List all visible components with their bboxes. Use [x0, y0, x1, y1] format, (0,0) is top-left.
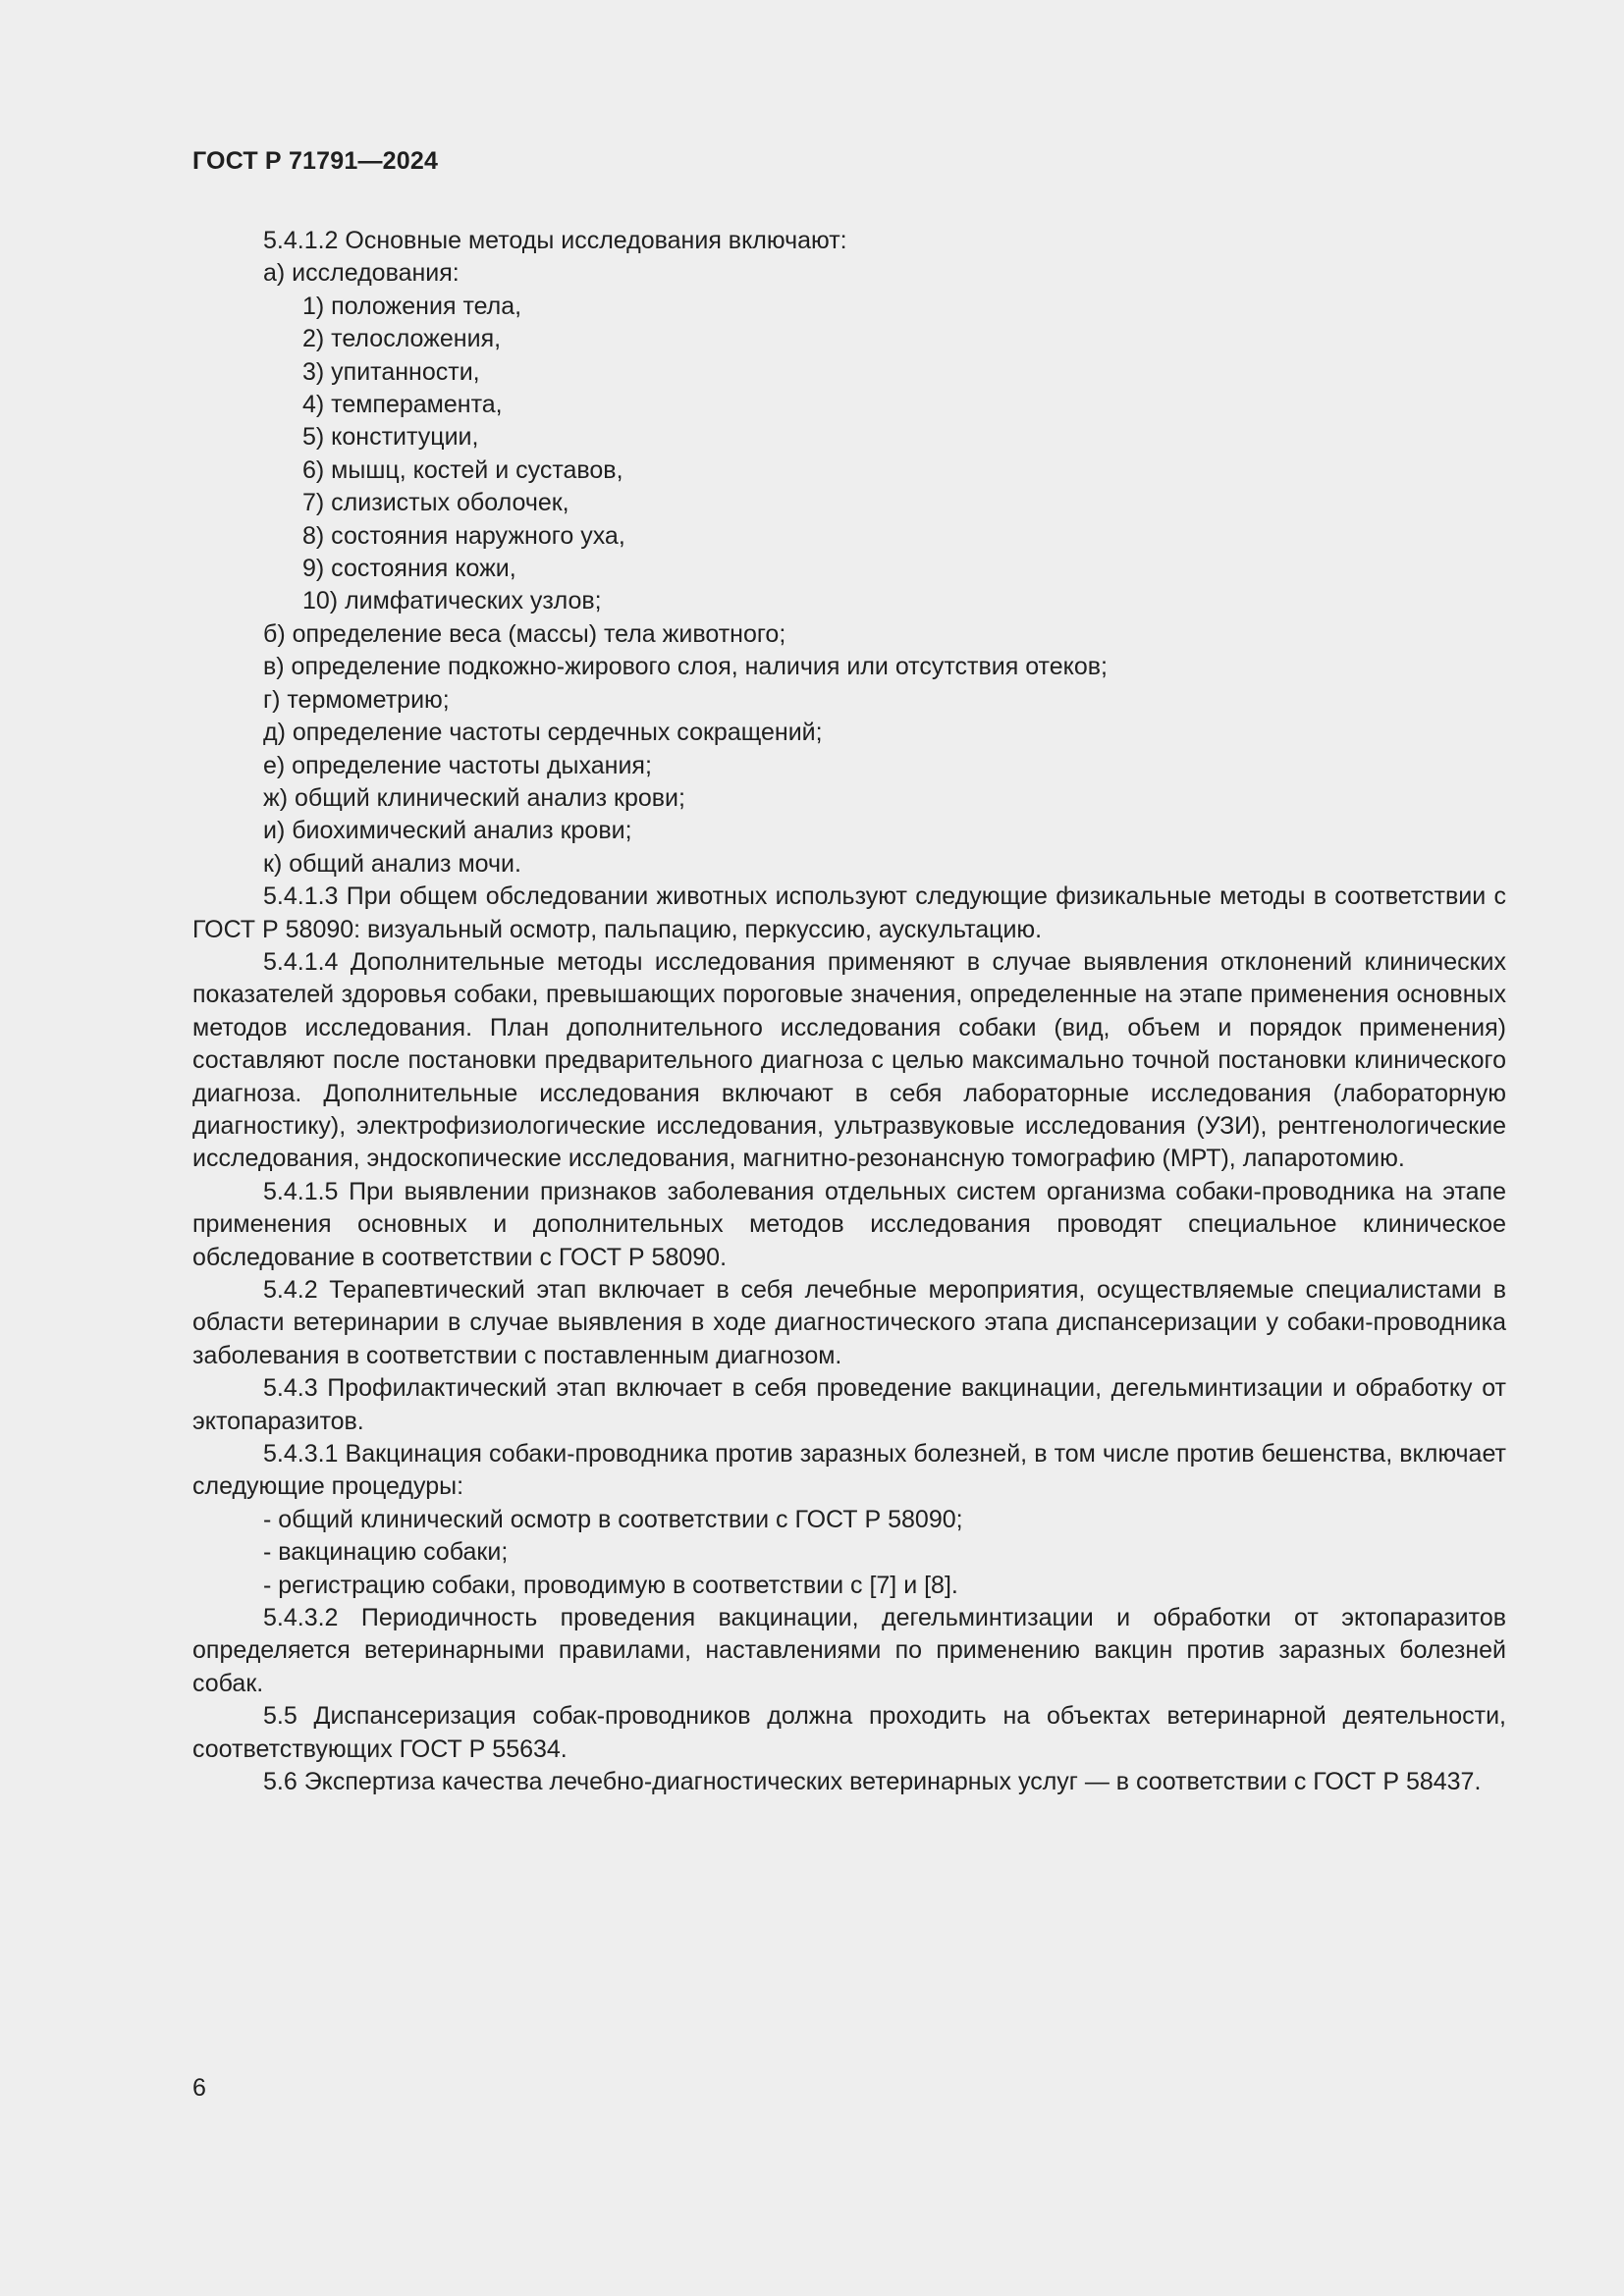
list-item: г) термометрию; — [263, 685, 450, 714]
paragraph-5-6: 5.6 Экспертиза качества лечебно-диагностических ветеринарных услуг — в соответствии с ГОСТ Р 58437. — [263, 1768, 1482, 1796]
sub-list-item: 6) мышц, костей и суставов, — [302, 455, 623, 484]
paragraph-5-4-1-5: 5.4.1.5 При выявлении признаков заболевания отдельных систем организма собаки-проводника на этапе применения основных и дополнительных методов исследования проводят специальное клиническое обследование в соответствии с ГОСТ Р 58090. — [192, 1177, 1506, 1271]
sub-list-item: 2) телосложения, — [302, 325, 502, 353]
paragraph-5-4-3: 5.4.3 Профилактический этап включает в себя проведение вакцинации, дегельминтизации и обработку от эктопаразитов. — [192, 1374, 1506, 1435]
document-header-code: ГОСТ Р 71791—2024 — [192, 147, 439, 175]
list-item: к) общий анализ мочи. — [263, 849, 521, 878]
dash-list-item: - вакцинацию собаки; — [263, 1538, 509, 1567]
paragraph-5-5: 5.5 Диспансеризация собак-проводников должна проходить на объектах ветеринарной деятельности, соответствующих ГОСТ Р 55634. — [192, 1702, 1506, 1763]
paragraph-5-4-2: 5.4.2 Терапевтический этап включает в себя лечебные мероприятия, осуществляемые специалистами в области ветеринарии в случае выявления в ходе диагностического этапа диспансеризации у собаки-проводника заболевания в соответствии с поставленным диагнозом. — [192, 1276, 1506, 1369]
list-item: и) биохимический анализ крови; — [263, 817, 632, 845]
paragraph-5-4-3-1: 5.4.3.1 Вакцинация собаки-проводника против заразных болезней, в том числе против бешенства, включает следующие процедуры: — [192, 1440, 1506, 1501]
sub-list-item: 1) положения тела, — [302, 292, 522, 320]
sub-list-item: 4) темперамента, — [302, 391, 503, 419]
sub-list-item: 10) лимфатических узлов; — [302, 587, 602, 615]
paragraph-5-4-1-4: 5.4.1.4 Дополнительные методы исследования применяют в случае выявления отклонений клинических показателей здоровья собаки, превышающих пороговые значения, определенные на этапе применения основных методов исследования. План дополнительного исследования собаки (вид, объем и порядок применения) составляют после постановки предварительного диагноза с целью максимально точной постановки клинического диагноза. Дополнительные исследования включают в себя лабораторные исследования (лабораторную диагностику), электрофизиологические исследования, ультразвуковые исследования (УЗИ), рентгенологические исследования, эндоскопические исследования, магнитно-резонансную томографию (МРТ), лапаротомию. — [192, 947, 1506, 1173]
list-item: е) определение частоты дыхания; — [263, 751, 652, 779]
sub-list-item: 7) слизистых оболочек, — [302, 489, 569, 517]
paragraph-5-4-3-2: 5.4.3.2 Периодичность проведения вакцинации, дегельминтизации и обработки от эктопаразитов определяется ветеринарными правилами, наставлениями по применению вакцин против заразных болезней собак. — [192, 1604, 1506, 1697]
dash-list-item: - регистрацию собаки, проводимую в соответствии с [7] и [8]. — [263, 1571, 958, 1599]
page-number: 6 — [192, 2074, 206, 2102]
list-item: д) определение частоты сердечных сокращений; — [263, 719, 823, 747]
list-item: ж) общий клинический анализ крови; — [263, 783, 685, 812]
dash-list-item: - общий клинический осмотр в соответствии с ГОСТ Р 58090; — [263, 1505, 963, 1533]
paragraph-5-4-1-3: 5.4.1.3 При общем обследовании животных используют следующие физикальные методы в соответствии с ГОСТ Р 58090: визуальный осмотр, пальпацию, перкуссию, аускультацию. — [192, 882, 1506, 943]
list-item: б) определение веса (массы) тела животного; — [263, 619, 786, 648]
sub-list-item: 3) упитанности, — [302, 357, 480, 386]
sub-list-item: 8) состояния наружного уха, — [302, 521, 625, 550]
sub-list-item: 5) конституции, — [302, 423, 479, 452]
sub-list-item: 9) состояния кожи, — [302, 555, 516, 583]
list-item-a: а) исследования: — [263, 259, 460, 288]
list-item: в) определение подкожно-жирового слоя, наличия или отсутствия отеков; — [263, 653, 1108, 681]
paragraph-5-4-1-2: 5.4.1.2 Основные методы исследования включают: — [263, 227, 847, 254]
document-body — [192, 225, 1506, 1799]
